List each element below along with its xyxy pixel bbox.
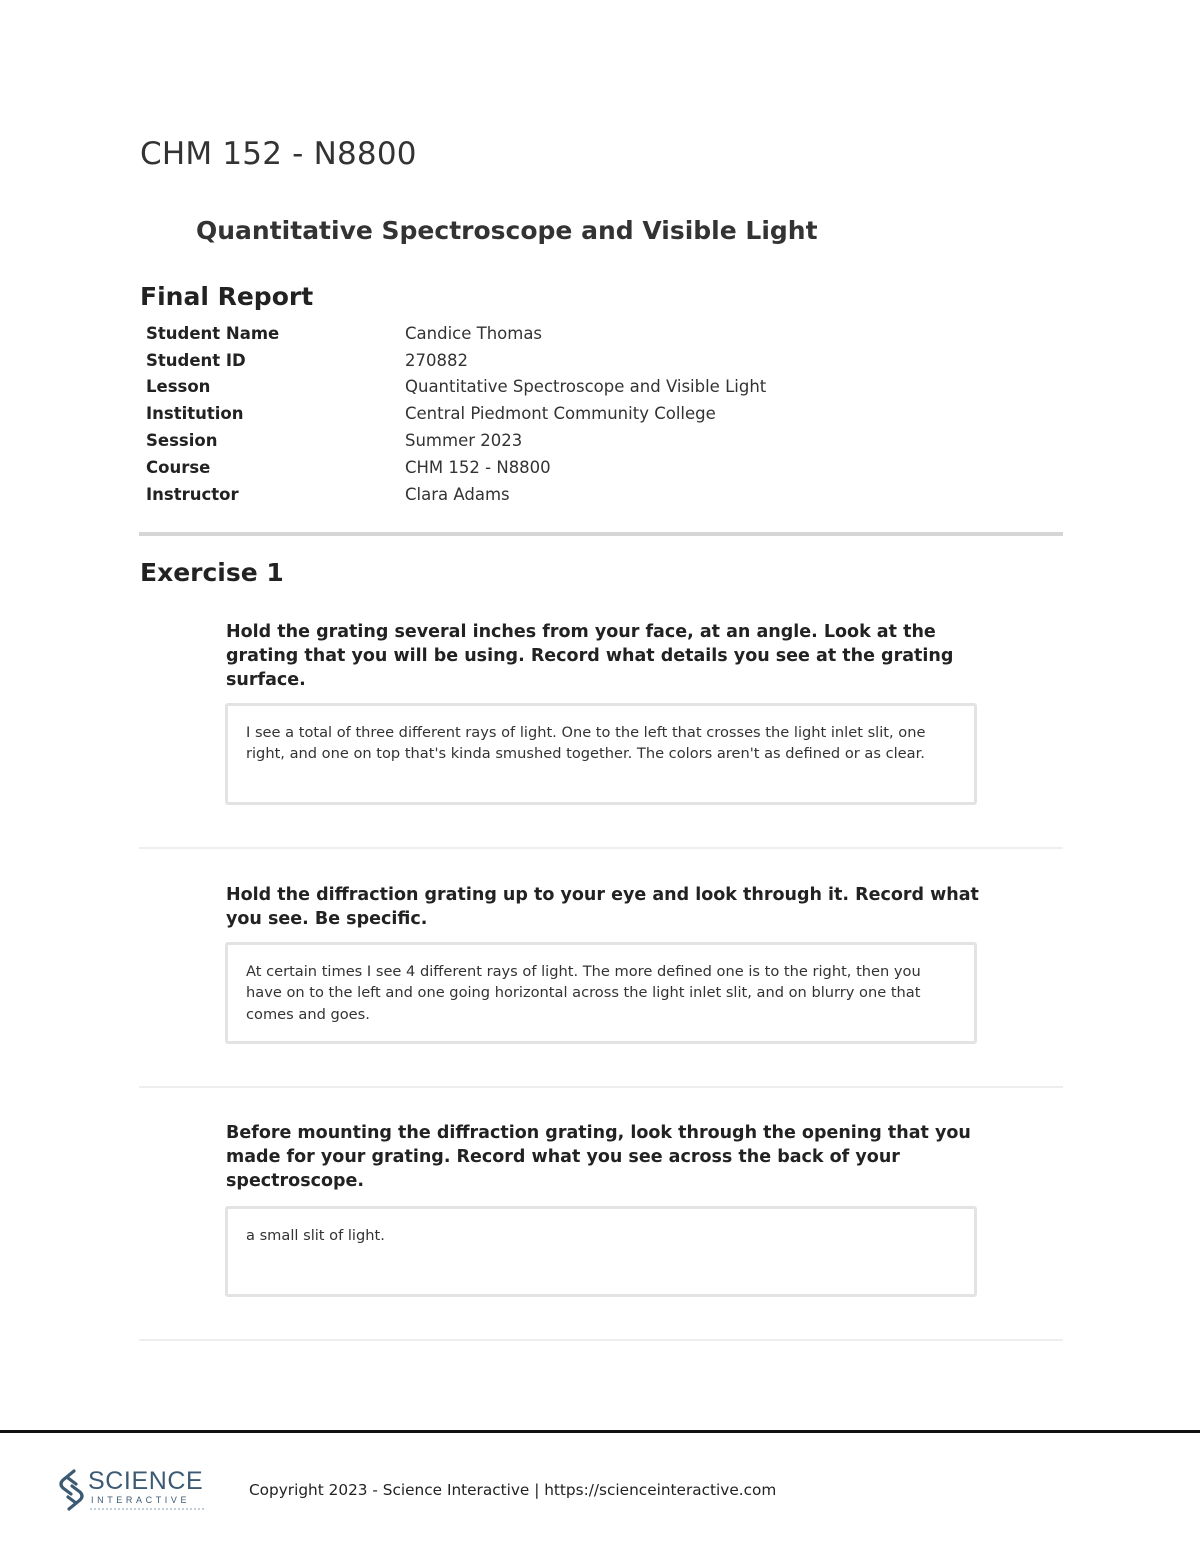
- info-row: [146, 374, 766, 401]
- student-info-table: [146, 320, 766, 508]
- info-value: Quantitative Spectroscope and Visible Light: [405, 377, 767, 397]
- question-3: Before mounting the diffraction grating, look through the opening that you made for your grating. Record what you see across the back of your spectroscope.: [226, 1123, 971, 1191]
- answer-text-1: I see a total of three different rays of light. One to the left that crosses the light inlet slit, one right, and one on top that's kinda smushed together. The colors aren't as defined or as clear.: [246, 724, 926, 763]
- info-label: Institution: [146, 404, 244, 424]
- footer-copyright: Copyright 2023 - Science Interactive | https://scienceinteractive.com: [249, 1481, 777, 1499]
- info-value: Central Piedmont Community College: [405, 404, 716, 424]
- section-divider: [139, 532, 1063, 536]
- answer-box-3: [225, 1206, 977, 1297]
- science-interactive-logo: [58, 1468, 208, 1514]
- science-interactive-logo-icon: [58, 1468, 208, 1514]
- course-title: CHM 152 - N8800: [140, 136, 417, 172]
- info-label: Session: [146, 431, 218, 451]
- info-row: [146, 400, 766, 427]
- info-label: Course: [146, 457, 211, 477]
- info-label: Student Name: [146, 323, 280, 343]
- logo-word-science: SCIENCE: [88, 1468, 204, 1495]
- info-value: Clara Adams: [405, 484, 510, 504]
- answer-box-1: [225, 703, 977, 805]
- logo-word-interactive: INTERACTIVE: [91, 1495, 191, 1505]
- exercise-heading: Exercise 1: [140, 558, 284, 587]
- info-row: [146, 320, 766, 347]
- info-value: CHM 152 - N8800: [405, 457, 551, 477]
- info-row: [146, 454, 766, 481]
- question-separator: [139, 847, 1063, 849]
- info-row: [146, 481, 766, 508]
- info-row: [146, 427, 766, 454]
- question-2: Hold the diffraction grating up to your eye and look through it. Record what you see. Be specific.: [226, 885, 979, 929]
- footer-divider: [0, 1430, 1200, 1433]
- answer-box-2: [225, 942, 977, 1044]
- answer-text-2: At certain times I see 4 different rays of light. The more defined one is to the right, then you have on to the left and one going horizontal across the light inlet slit, and on blurry one that comes and goes.: [246, 963, 921, 1023]
- info-value: Candice Thomas: [405, 323, 543, 343]
- info-row: [146, 347, 766, 374]
- info-label: Instructor: [146, 484, 239, 504]
- question-1: Hold the grating several inches from your face, at an angle. Look at the grating that you will be using. Record what details you see at the grating surface.: [226, 622, 954, 690]
- question-separator: [139, 1086, 1063, 1088]
- info-value: 270882: [405, 350, 468, 370]
- report-heading: Final Report: [140, 282, 314, 311]
- info-label: Student ID: [146, 350, 246, 370]
- answer-text-3: a small slit of light.: [246, 1227, 385, 1244]
- question-separator: [139, 1339, 1063, 1341]
- info-label: Lesson: [146, 377, 211, 397]
- lesson-title: Quantitative Spectroscope and Visible Light: [196, 216, 818, 245]
- info-value: Summer 2023: [405, 431, 523, 451]
